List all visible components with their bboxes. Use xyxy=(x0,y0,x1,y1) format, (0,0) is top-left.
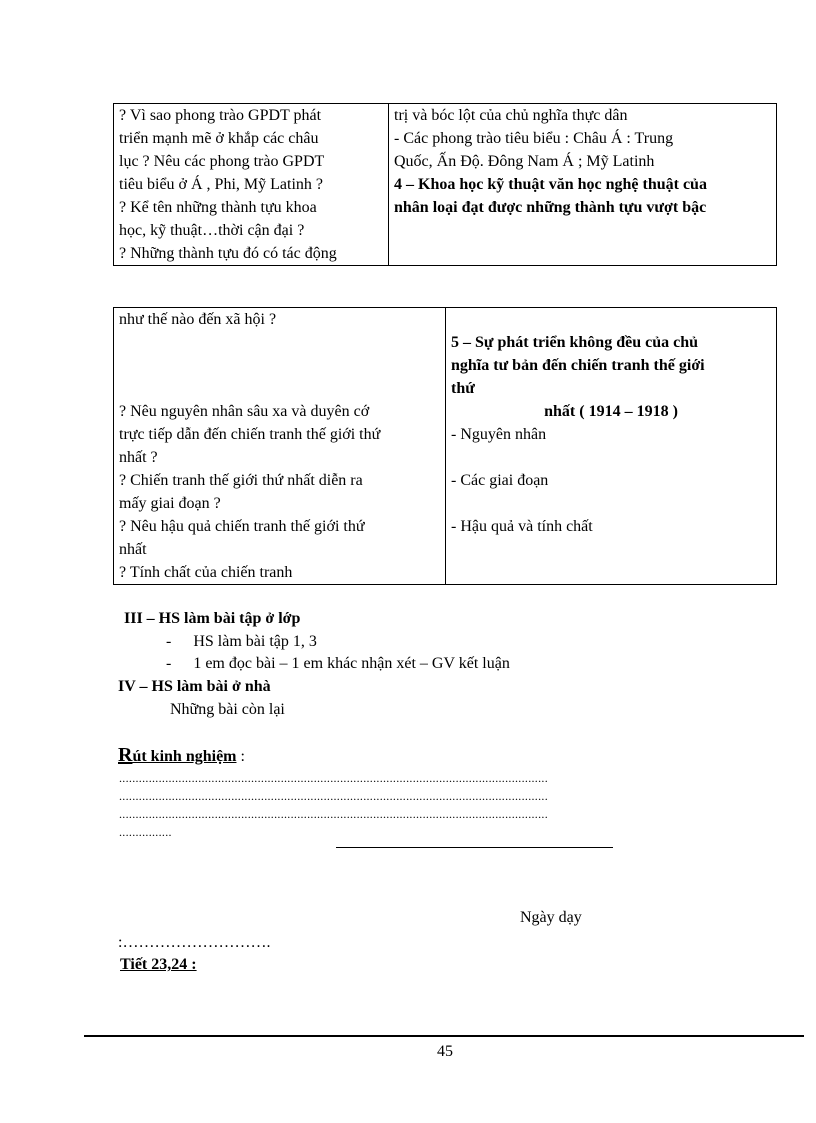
experience-label-text: út kinh nghiệm xyxy=(132,748,237,765)
table1-right-line: - Các phong trào tiêu biểu : Châu Á : Trung xyxy=(394,130,674,147)
section3-item-text: 1 em đọc bài – 1 em khác nhận xét – GV kết luận xyxy=(193,655,510,672)
teaching-date-label: Ngày dạy xyxy=(520,909,582,926)
table2-heading-year xyxy=(451,400,771,423)
table2-question: trực tiếp dẫn đến chiến tranh thế giới thứ xyxy=(119,426,381,443)
separator-line xyxy=(336,847,613,848)
experience-label xyxy=(118,744,245,768)
table1-right-cell xyxy=(389,104,777,266)
lesson-table-1 xyxy=(113,103,777,266)
table2-question: ? Nêu nguyên nhân sâu xa và duyên cớ xyxy=(119,403,370,420)
experience-dots: .................................................................................................................................. xyxy=(119,771,548,785)
teaching-date-dots: :………………………. xyxy=(118,934,271,951)
next-lesson-heading: Tiết 23,24 : xyxy=(120,956,197,973)
table2-right-cell xyxy=(446,308,777,585)
table1-left-line: ? Vì sao phong trào GPDT phát xyxy=(119,107,322,124)
table2-question: ? Nêu hậu quả chiến tranh thế giới thứ xyxy=(119,518,365,535)
section3-item-text: HS làm bài tập 1, 3 xyxy=(193,633,317,650)
section4-heading: IV – HS làm bài ở nhà xyxy=(118,678,271,695)
page-number: 45 xyxy=(437,1043,453,1060)
table1-right-bold-line: 4 – Khoa học kỹ thuật văn học nghệ thuật của xyxy=(394,176,707,193)
section3-item xyxy=(166,652,510,675)
table1-left-line: lục ? Nêu các phong trào GPDT xyxy=(119,153,325,170)
table2-item-consequence: - Hậu quả và tính chất xyxy=(451,518,593,535)
experience-dots: .................................................................................................................................. xyxy=(119,789,548,803)
table1-left-line: học, kỹ thuật…thời cận đại ? xyxy=(119,222,305,239)
section4-text: Những bài còn lại xyxy=(170,701,285,718)
bullet-dash: - xyxy=(166,633,172,650)
table2-question: ? Chiến tranh thế giới thứ nhất diễn ra xyxy=(119,472,363,489)
table2-left-cell xyxy=(114,308,446,585)
section3-heading: III – HS làm bài tập ở lớp xyxy=(124,610,301,627)
table1-left-cell xyxy=(114,104,389,266)
table2-heading-line: nghĩa tư bản đến chiến tranh thế giới xyxy=(451,357,705,374)
table2-item-stages: - Các giai đoạn xyxy=(451,472,549,489)
table1-left-line: ? Kể tên những thành tựu khoa xyxy=(119,199,317,216)
bullet-dash: - xyxy=(166,655,172,672)
footer-rule xyxy=(84,1035,804,1037)
table2-heading-line: 5 – Sự phát triển không đều của chủ xyxy=(451,334,698,351)
table2-question: mấy giai đoạn ? xyxy=(119,495,221,512)
table1-right-line: Quốc, Ấn Độ. Đông Nam Á ; Mỹ Latinh xyxy=(394,153,655,170)
table1-left-line: tiêu biểu ở Á , Phi, Mỹ Latinh ? xyxy=(119,176,323,193)
table2-item-cause: - Nguyên nhân xyxy=(451,426,547,443)
table2-left-line: như thế nào đến xã hội ? xyxy=(119,311,277,328)
experience-label-initial: R xyxy=(118,744,133,766)
lesson-table-2 xyxy=(113,307,777,585)
table1-left-line: triển mạnh mẽ ở khắp các châu xyxy=(119,130,319,147)
table2-heading-year-range: ( 1914 – 1918 ) xyxy=(579,403,678,420)
table1-right-line: trị và bóc lột của chủ nghĩa thực dân xyxy=(394,107,628,124)
table2-question: nhất xyxy=(119,541,147,558)
table2-question: ? Tính chất của chiến tranh xyxy=(119,564,293,581)
table2-question: nhất ? xyxy=(119,449,158,466)
experience-label-colon: : xyxy=(236,748,245,765)
table2-heading-year-prefix: nhất xyxy=(544,403,576,420)
section3-item xyxy=(166,630,317,653)
table1-right-bold-line: nhân loại đạt được những thành tựu vượt bậc xyxy=(394,199,707,216)
experience-dots: ................ xyxy=(119,825,172,839)
experience-dots: .................................................................................................................................. xyxy=(119,807,548,821)
table2-heading-line: thứ xyxy=(451,380,475,397)
table1-left-line: ? Những thành tựu đó có tác động xyxy=(119,245,337,262)
